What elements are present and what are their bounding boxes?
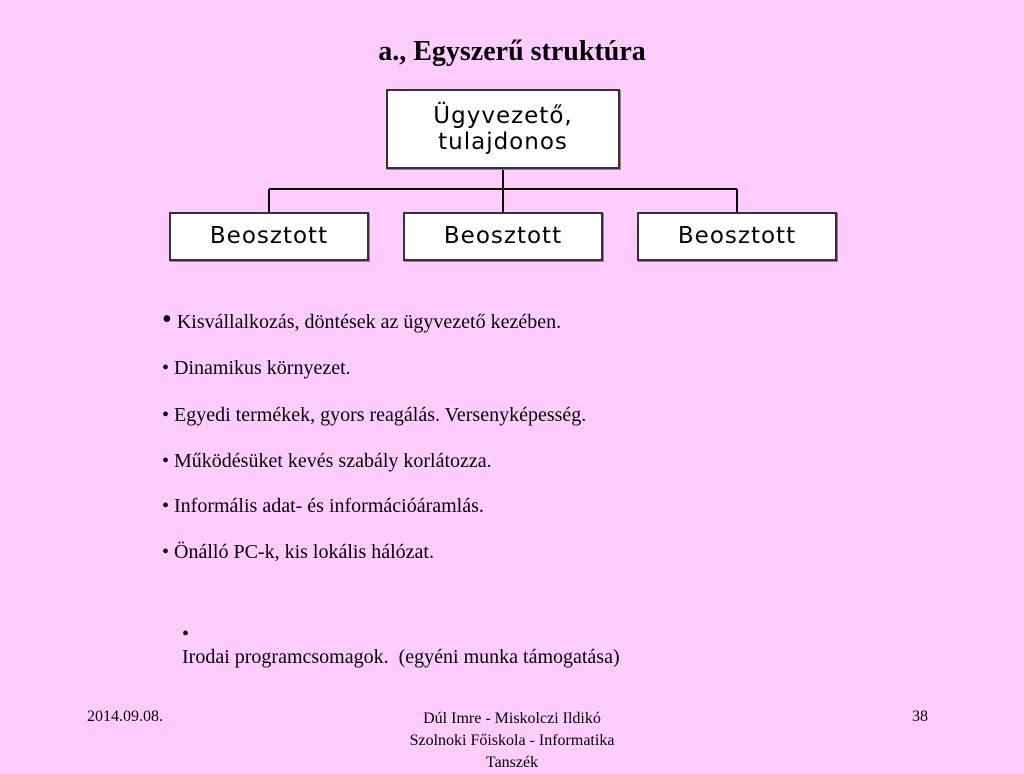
- bullet-text: Egyedi termékek, gyors reagálás. Versenyképesség.: [174, 404, 587, 426]
- slide-title: a., Egyszerű struktúra: [378, 36, 646, 67]
- bullet-text: Működésüket kevés szabály korlátozza.: [174, 450, 492, 472]
- bullet-text: Dinamikus környezet.: [174, 357, 351, 379]
- footer-authors: [312, 708, 712, 774]
- bullet-glyph: •: [162, 404, 170, 426]
- org-box-employee-1: Beosztott: [169, 212, 369, 261]
- bullet-glyph: •: [162, 450, 170, 472]
- org-box-employee-2: Beosztott: [403, 212, 603, 261]
- bullet-text: Kisvállalkozás, döntések az ügyvezető kezében.: [176, 311, 562, 333]
- bullet-text: Önálló PC-k, kis lokális hálózat.: [174, 541, 434, 563]
- bullet-item: [162, 541, 434, 564]
- bullet-item: [162, 357, 351, 380]
- footer-authors-line1: Dúl Imre - Miskolczi Ildikó: [423, 710, 601, 727]
- org-box-manager-line1: Ügyvezető,: [433, 102, 573, 129]
- bullet-item: [162, 404, 586, 427]
- org-box-manager-line2: tulajdonos: [438, 129, 568, 155]
- bullet-glyph: •: [182, 623, 190, 645]
- bullet-item: [162, 495, 484, 518]
- page-number: 38: [912, 708, 928, 725]
- footer-authors-line2: Szolnoki Főiskola - Informatika: [409, 732, 615, 749]
- bullet-item: [162, 450, 492, 473]
- footer-date: 2014.09.08.: [87, 708, 163, 725]
- bullet-item: [162, 600, 620, 692]
- bullet-text: Informális adat- és információáramlás.: [174, 495, 484, 517]
- bullet-item: [162, 304, 561, 336]
- bullet-glyph: •: [162, 495, 170, 517]
- bullet-text: Irodai programcsomagok. (egyéni munka támogatása): [182, 646, 620, 668]
- footer-authors-line3: Tanszék: [485, 754, 539, 771]
- bullet-glyph: •: [162, 541, 170, 563]
- org-box-manager: [386, 89, 620, 169]
- org-box-employee-3: Beosztott: [637, 212, 837, 261]
- bullet-glyph: •: [162, 304, 172, 335]
- bullet-glyph: •: [162, 357, 170, 379]
